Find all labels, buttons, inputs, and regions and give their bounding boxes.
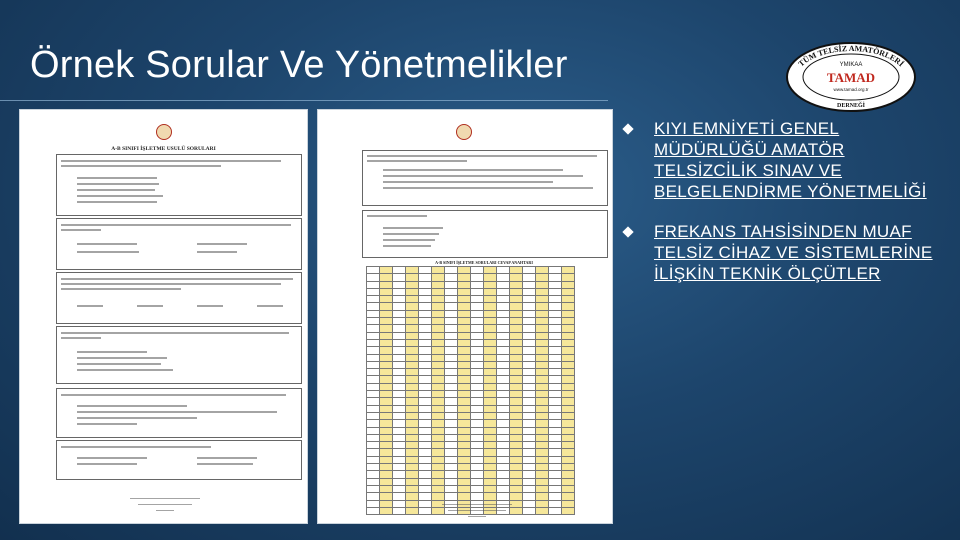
logo-abbr: YMIKAA	[839, 62, 863, 68]
bullet-list	[622, 118, 942, 303]
title-divider	[0, 100, 608, 101]
question-box	[56, 326, 302, 384]
regulation-link[interactable]: KIYI EMNİYETİ GENEL MÜDÜRLÜĞÜ AMATÖR TELSİZCİLİK SINAV VE BELGELENDİRME YÖNETMELİĞİ	[654, 119, 927, 201]
logo-ring-top: TÜM TELSİZ AMATÖRLERİ	[796, 43, 906, 69]
diamond-bullet-icon	[622, 123, 633, 134]
answer-key-page	[318, 110, 612, 523]
slide-title: Örnek Sorular Ve Yönetmelikler	[30, 44, 568, 86]
question-box	[362, 210, 608, 258]
question-box	[56, 154, 302, 216]
logo-url: www.tamad.org.tr	[833, 87, 869, 92]
bullet-item[interactable]	[622, 221, 942, 284]
answer-key-table	[366, 266, 575, 515]
bullet-item[interactable]	[622, 118, 942, 202]
technical-criteria-link[interactable]: FREKANS TAHSİSİNDEN MUAF TELSİZ CİHAZ VE SİSTEMLERİNE İLİŞKİN TEKNİK ÖLÇÜTLER	[654, 222, 933, 283]
question-box	[56, 218, 302, 270]
logo-ring-bottom: DERNEĞİ	[836, 103, 866, 109]
question-box	[56, 388, 302, 438]
answer-table-heading: A-B SINIFI İŞLETME SORULARI CEVAP ANAHTARI	[435, 260, 533, 265]
page-heading: A-B SINIFI İŞLETME USULÜ SORULARI	[111, 146, 216, 152]
question-box	[56, 272, 302, 324]
question-box	[56, 440, 302, 480]
ministry-seal-icon	[156, 124, 172, 140]
logo-center: TAMAD	[826, 70, 876, 85]
ministry-seal-icon	[456, 124, 472, 140]
diamond-bullet-icon	[622, 226, 633, 237]
sample-questions-page	[20, 110, 307, 523]
question-box	[362, 150, 608, 206]
tamad-logo	[784, 41, 918, 113]
